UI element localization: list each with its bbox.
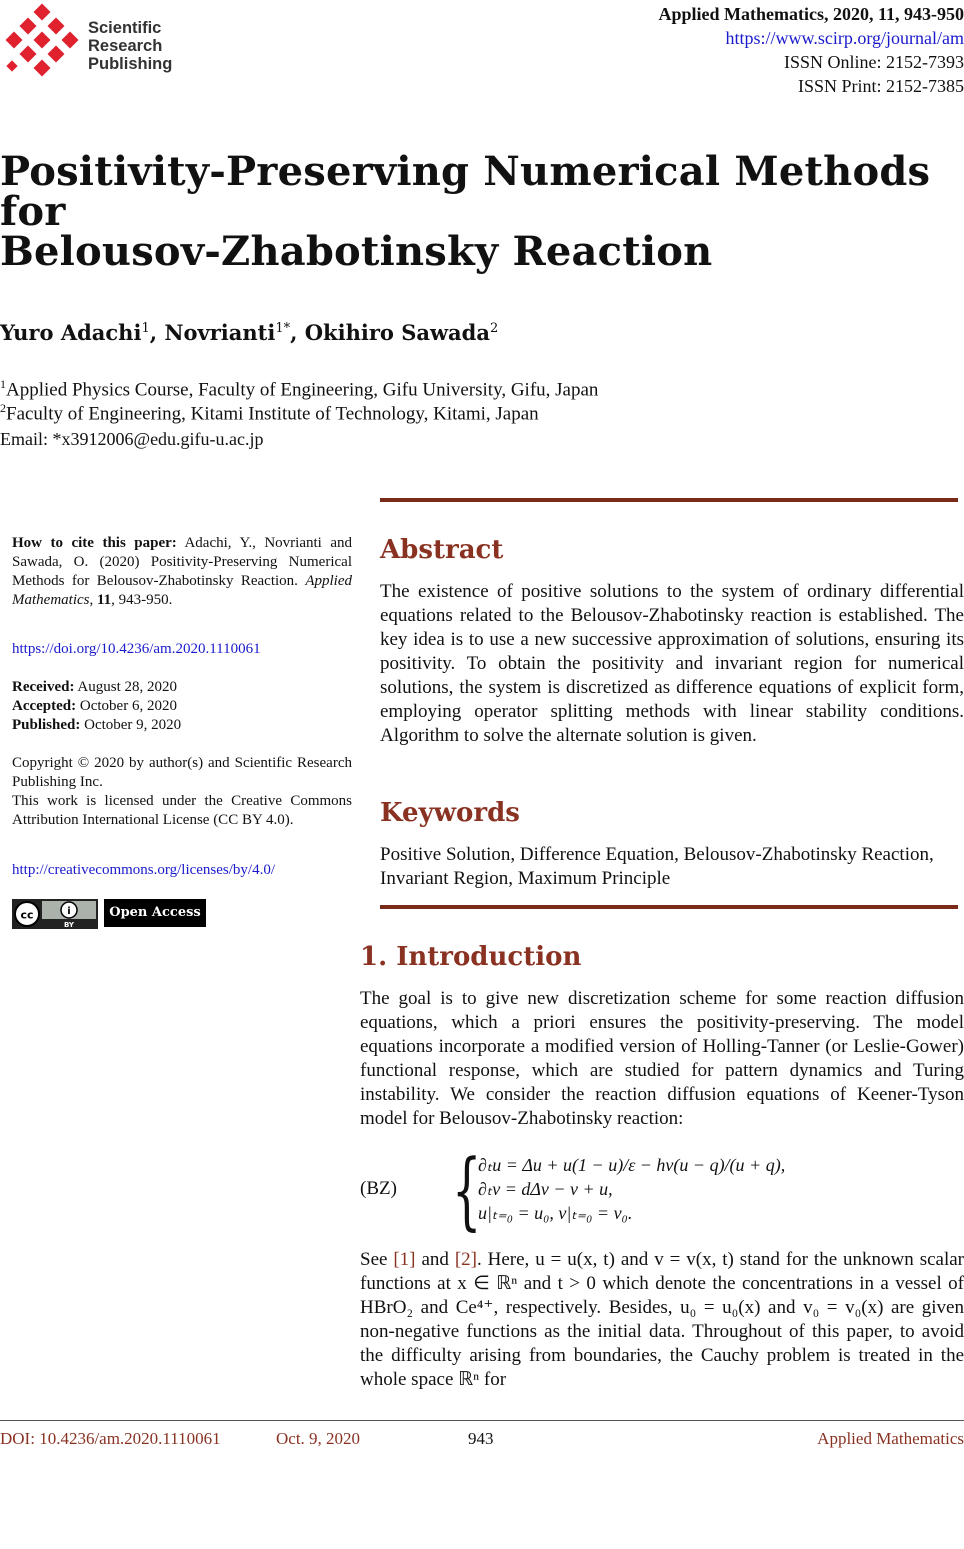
by-glyph: BY [63,921,75,929]
doi-link-row [12,640,352,659]
affiliation-sup: 1 [0,377,6,391]
received-label: Received: [12,679,75,695]
affiliation-text: Faculty of Engineering, Kitami Institute of Technology, Kitami, Japan [6,403,539,425]
affiliation-text: Applied Physics Course, Faculty of Engineering, Gifu University, Gifu, Japan [6,379,599,401]
published-row [12,716,352,735]
reference-link[interactable]: [1] [393,1249,416,1270]
citation-block: How to cite this paper: Adachi, Y., Novrianti and Sawada, O. (2020) Positivity-Preserving Numerical Methods for Belousov-Zhabotinsky Reaction. Applied Mathematics, 11, 943-950. [12,535,352,608]
affiliation [0,401,539,425]
and-text: and [415,1249,455,1270]
license-link[interactable]: http://creativecommons.org/licenses/by/4.0/ [12,862,276,878]
issn-print: ISSN Print: 2152-7385 [797,76,964,96]
bz-equation-system [478,1153,785,1225]
publisher-name-line: Scientific [88,19,162,37]
published-label: Published: [12,717,81,733]
accepted-row [12,697,352,716]
cite-text: Adachi, Y., Novrianti and Sawada, O. (2020) Positivity-Preserving Numerical Methods for Belousov-Zhabotinsky Reaction. [12,535,352,589]
cc-by-badge[interactable] [12,899,98,929]
received-date: August 28, 2020 [77,679,177,695]
intro-paragraph-2 [360,1248,964,1392]
paper-title [0,148,964,275]
published-date: October 9, 2020 [84,717,182,733]
publisher-name-line: Publishing [88,55,173,73]
received-row [12,678,352,697]
copyright-block [12,754,352,830]
author-name: Okihiro Sawada [304,320,490,345]
journal-citation-line: Applied Mathematics, 2020, 11, 943-950 [658,4,964,24]
dates-block [12,678,352,735]
author-name: Novrianti [164,320,276,345]
footer-doi[interactable]: DOI: 10.4236/am.2020.1110061 [0,1429,221,1448]
doi-link[interactable]: https://doi.org/10.4236/am.2020.1110061 [12,641,261,657]
cite-volume: 11 [96,592,112,608]
author-sup: 2 [489,321,499,336]
affiliation-sup: 2 [0,401,6,415]
cc-by-icon [12,899,98,929]
author-sup: 1* [275,321,291,336]
footer-journal: Applied Mathematics [817,1429,964,1448]
abstract-text: The existence of positive solutions to the system of ordinary differential equations related to the Belousov-Zhabotinsky reaction is established. The key idea is to use a new successive approximation of solutions, ensuring its positivity. To obtain the positivity and invariant region for numerical solutions, the system is discretized as difference equations of explicit form, employing operator splitting methods with linear stability conditions. Algorithm to solve the alternate solution is given. [380,581,964,746]
accepted-date: October 6, 2020 [79,698,177,714]
abstract-heading: Abstract [380,535,504,565]
author-sup: 1 [141,321,150,336]
license-link-row [12,861,352,880]
reference-link[interactable]: [2] [454,1249,477,1270]
attribution-glyph: i [67,906,71,917]
author-list: Yuro Adachi$^1$, Novrianti$^{1*}$, Okihiro Sawada$^2$ [0,320,499,345]
keywords-heading: Keywords [380,798,520,828]
introduction-heading: 1. Introduction [360,942,582,972]
section-rule [380,498,958,502]
affiliation [0,377,598,401]
journal-url-link[interactable]: https://www.scirp.org/journal/am [725,28,964,48]
cc-glyph: cc [20,908,34,922]
contact-email: Email: *x3912006@edu.gifu-u.ac.jp [0,429,264,449]
footer-date: Oct. 9, 2020 [276,1429,361,1448]
keywords-text: Positive Solution, Difference Equation, Belousov-Zhabotinsky Reaction, Invariant Region, Maximum Principle [380,844,934,889]
equation-line: u|ₜ₌₀ = u₀, v|ₜ₌₀ = v₀. [478,1203,633,1223]
publisher-name [88,19,172,73]
paragraph-text: . Here, u = u(x, t) and v = v(x, t) stand for the unknown scalar functions at x ∈ ℝⁿ and t > 0 which denote the concentrations in a vessel of HBrO₂ and Ce⁴⁺, respectively. Besides, u₀ = u₀(x) and v₀ = v₀(x) are given non-negative functions as the initial data. Throughout of this paper, to avoid the difficulty arising from boundaries, the Cauchy problem is treated in the whole space ℝⁿ for [360,1249,964,1390]
journal-info [659,2,964,98]
author-name: Yuro Adachi [0,320,142,345]
title-line: Belousov-Zhabotinsky Reaction [0,228,713,275]
license-text: This work is licensed under the Creative Commons Attribution International License (CC BY 4.0). [12,793,352,828]
footer-page-number: 943 [468,1429,494,1448]
cite-label: How to cite this paper: [12,535,177,551]
equation-label: (BZ) [360,1178,397,1199]
left-brace-icon: { [452,1141,482,1239]
intro-paragraph: The goal is to give new discretization scheme for some reaction diffusion equations, which a priori ensures the positivity-preserving. The model equations incorporate a modified version of Holling-Tanner (or Leslie-Gower) functional response, which are studied for pattern dynamics and Turing instability. We consider the reaction diffusion equations of Keener-Tyson model for Belousov-Zhabotinsky reaction: [360,988,964,1129]
cite-pages: , 943-950. [111,592,173,608]
footer-rule [0,1420,964,1421]
issn-online: ISSN Online: 2152-7393 [784,52,964,72]
accepted-label: Accepted: [12,698,77,714]
see-text: See [360,1249,394,1270]
title-line: Positivity-Preserving Numerical Methods for [0,148,931,235]
section-rule [380,905,958,909]
equation-line: ∂ₜu = Δu + u(1 − u)/ε − hv(u − q)/(u + q), [478,1155,786,1175]
logo-diamonds-icon [6,4,79,77]
copyright-text: Copyright © 2020 by author(s) and Scientific Research Publishing Inc. [12,755,352,790]
cite-journal: Applied Mathematics [12,573,352,608]
publisher-name-line: Research [88,37,163,55]
open-access-badge[interactable]: Open Access [104,899,206,927]
equation-line: ∂ₜv = dΔv − v + u, [478,1179,613,1199]
